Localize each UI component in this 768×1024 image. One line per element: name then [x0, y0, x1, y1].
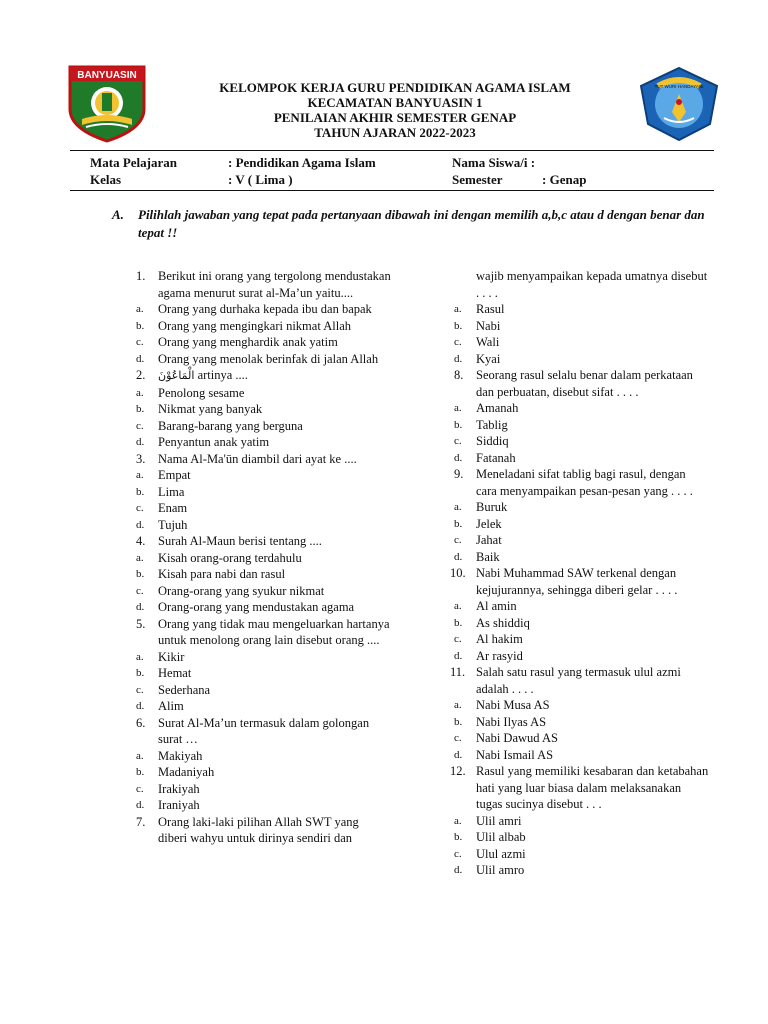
answer-option — [136, 484, 391, 501]
question-12-options — [454, 813, 709, 879]
answer-option — [454, 862, 709, 879]
option-letter: c. — [454, 732, 462, 744]
answer-option — [136, 418, 391, 435]
instruction-text: Pilihlah jawaban yang tepat pada pertanyaan dibawah ini dengan memilih a,b,c atau d dengan benar dan tepat !! — [138, 207, 705, 240]
header-line-4: TAHUN AJARAN 2022-2023 — [314, 125, 476, 140]
question-4-options — [136, 550, 391, 616]
option-letter: b. — [136, 766, 145, 778]
question-2-options — [136, 385, 391, 451]
question-number: 8. — [454, 368, 464, 382]
student-name-label: Nama Siswa/i : — [452, 155, 536, 170]
option-text: Tujuh — [158, 517, 188, 532]
option-text: Kisah para nabi dan rasul — [158, 567, 286, 581]
question-6-options — [136, 748, 391, 814]
question-column-right — [450, 268, 709, 879]
option-text: Orang-orang yang mendustakan agama — [158, 600, 355, 614]
option-letter: a. — [454, 303, 462, 315]
answer-option — [454, 417, 709, 434]
option-text: Penyantun anak yatim — [158, 435, 270, 449]
option-letter: a. — [136, 650, 144, 663]
option-text: Lima — [158, 484, 185, 499]
option-text: Nabi Musa AS — [476, 698, 550, 712]
question-text: Berikut ini orang yang tergolong mendustakan agama menurut surat al-Ma’un yaitu.... — [158, 269, 391, 300]
option-text: Enam — [158, 501, 188, 515]
tut-wuri-handayani-logo — [638, 66, 720, 142]
question-number: 4. — [136, 534, 146, 548]
option-letter: c. — [454, 336, 462, 348]
question-number: 3. — [136, 451, 146, 466]
answer-option — [454, 714, 709, 731]
answer-option — [136, 434, 391, 451]
answer-option — [454, 532, 709, 549]
option-letter: c. — [454, 435, 462, 447]
logo-banyuasin-text: BANYUASIN — [77, 70, 137, 81]
option-letter: d. — [136, 518, 145, 531]
answer-option — [454, 813, 709, 830]
option-letter: a. — [454, 600, 462, 612]
option-letter: d. — [454, 649, 463, 662]
option-letter: d. — [454, 864, 463, 876]
option-letter: c. — [136, 502, 144, 514]
question-text: Surah Al-Maun berisi tentang .... — [158, 534, 322, 548]
question-1-options — [136, 301, 391, 367]
option-letter: b. — [136, 667, 145, 679]
header-line-2: KECAMATAN BANYUASIN 1 — [307, 95, 483, 110]
option-letter: a. — [136, 749, 144, 762]
question-text: Seorang rasul selalu benar dalam perkataan dan perbuatan, disebut sifat . . . . — [476, 368, 693, 399]
answer-option — [454, 747, 709, 764]
header-line-3: PENILAIAN AKHIR SEMESTER GENAP — [273, 110, 517, 125]
option-letter: b. — [454, 616, 463, 629]
option-letter: c. — [454, 534, 462, 546]
answer-option — [136, 467, 391, 484]
question-2 — [136, 367, 391, 385]
answer-option — [136, 566, 391, 583]
answer-option — [454, 846, 709, 863]
answer-option — [454, 730, 709, 747]
answer-option — [454, 400, 709, 417]
question-options-holder — [136, 301, 391, 367]
question-11-options — [454, 697, 709, 763]
answer-option — [136, 583, 391, 600]
question-5-options — [136, 649, 391, 715]
option-text: Orang-orang yang syukur nikmat — [158, 583, 325, 598]
question-4 — [136, 533, 391, 550]
answer-option — [136, 550, 391, 567]
option-text: Orang yang menolak berinfak di jalan Allah — [158, 351, 379, 366]
option-letter: c. — [136, 683, 144, 696]
option-letter: c. — [136, 336, 144, 348]
answer-option — [136, 682, 391, 699]
option-letter: d. — [454, 451, 463, 464]
option-text: Jelek — [476, 516, 502, 531]
option-letter: a. — [454, 501, 462, 513]
option-text: Nabi Ismail AS — [476, 747, 554, 762]
question-9 — [454, 466, 709, 499]
option-text: Wali — [476, 335, 500, 349]
answer-option — [136, 500, 391, 517]
option-letter: d. — [136, 700, 145, 712]
option-letter: a. — [136, 303, 144, 315]
question-6 — [136, 715, 391, 748]
answer-option — [136, 665, 391, 682]
question-8 — [454, 367, 709, 400]
answer-option — [136, 649, 391, 666]
option-text: Madaniyah — [158, 765, 215, 779]
question-10 — [450, 565, 709, 598]
question-number: 5. — [136, 616, 146, 631]
question-number: 12. — [450, 764, 466, 778]
answer-option — [454, 615, 709, 632]
option-text: Orang yang durhaka kepada ibu dan bapak — [158, 302, 372, 316]
option-text: Siddiq — [476, 434, 509, 448]
document-header — [160, 80, 630, 140]
answer-option — [136, 748, 391, 765]
question-options-holder — [136, 649, 391, 715]
option-text: Ulil amri — [476, 813, 522, 828]
option-text: Sederhana — [158, 682, 211, 697]
option-text: Al amin — [476, 599, 517, 613]
option-letter: a. — [454, 699, 462, 711]
option-letter: b. — [454, 831, 463, 843]
question-text: Orang yang tidak mau mengeluarkan hartanya untuk menolong orang lain disebut orang .... — [158, 616, 390, 647]
option-text: Kyai — [476, 351, 501, 366]
answer-option — [136, 318, 391, 335]
question-7-options — [454, 301, 709, 367]
option-text: Orang yang menghardik anak yatim — [158, 335, 338, 349]
question-options-holder — [454, 400, 709, 466]
answer-option — [454, 598, 709, 615]
option-letter: c. — [136, 419, 144, 432]
answer-option — [136, 764, 391, 781]
answer-option — [454, 549, 709, 566]
answer-option — [136, 797, 391, 814]
option-letter: d. — [136, 352, 145, 365]
question-options-holder — [136, 385, 391, 451]
question-12 — [450, 763, 709, 813]
option-letter: b. — [136, 485, 145, 498]
header-line-1: KELOMPOK KERJA GURU PENDIDIKAN AGAMA ISLAM — [219, 80, 571, 95]
question-1 — [136, 268, 391, 301]
option-text: Hemat — [158, 666, 192, 680]
question-text: Rasul yang memiliki kesabaran dan ketabahan hati yang luar biasa dalam melaksanakan tugas sucinya disebut . . . — [476, 764, 709, 811]
question-number: 6. — [136, 715, 146, 730]
option-text: Baik — [476, 549, 500, 564]
question-text-rest: artinya .... — [197, 368, 248, 382]
option-text: Kisah orang-orang terdahulu — [158, 550, 302, 565]
question-11 — [450, 664, 709, 697]
option-text: Nabi — [476, 318, 501, 333]
option-text: Fatanah — [476, 450, 516, 465]
student-info — [90, 154, 710, 188]
option-text: Amanah — [476, 401, 519, 415]
answer-option — [136, 698, 391, 715]
answer-option — [454, 318, 709, 335]
question-7-continuation: wajib menyampaikan kepada umatnya disebut . . . . — [476, 269, 708, 300]
option-letter: c. — [454, 847, 462, 860]
answer-option — [454, 648, 709, 665]
option-text: Kikir — [158, 649, 185, 664]
option-text: Ulul azmi — [476, 846, 526, 861]
option-text: Makiyah — [158, 748, 203, 763]
option-letter: c. — [136, 584, 144, 597]
header-rule-bottom — [70, 190, 714, 191]
question-column-left — [136, 268, 391, 847]
answer-option — [136, 301, 391, 318]
question-arabic-term: الْمَاعُوْنَ — [158, 369, 195, 382]
option-text: Nabi Dawud AS — [476, 731, 558, 745]
option-letter: b. — [136, 403, 145, 415]
option-text: Barang-barang yang berguna — [158, 418, 303, 433]
question-options-holder — [454, 499, 709, 565]
question-options-holder — [454, 697, 709, 763]
question-number: 11. — [450, 665, 466, 679]
answer-option — [136, 517, 391, 534]
question-9-options — [454, 499, 709, 565]
question-5 — [136, 616, 391, 649]
option-text: Orang yang mengingkari nikmat Allah — [158, 318, 352, 333]
question-number: 9. — [454, 467, 464, 481]
answer-option — [454, 334, 709, 351]
option-text: Nabi Ilyas AS — [476, 714, 547, 729]
option-text: Rasul — [476, 302, 505, 316]
answer-option — [454, 631, 709, 648]
answer-option — [136, 351, 391, 368]
option-letter: a. — [454, 814, 462, 827]
question-text: Meneladani sifat tablig bagi rasul, dengan cara menyampaikan pesan-pesan yang . . . . — [476, 467, 693, 498]
option-letter: b. — [136, 319, 145, 332]
question-options-holder — [454, 813, 709, 879]
option-text: Al hakim — [476, 632, 523, 646]
option-text: Buruk — [476, 500, 508, 514]
question-text: Nabi Muhammad SAW terkenal dengan kejujurannya, sehingga diberi gelar . . . . — [476, 566, 678, 597]
answer-option — [136, 599, 391, 616]
option-letter: d. — [454, 352, 463, 365]
option-letter: d. — [454, 748, 463, 761]
option-text: Nikmat yang banyak — [158, 402, 263, 416]
option-letter: b. — [454, 319, 463, 332]
option-letter: a. — [454, 402, 462, 414]
option-letter: d. — [454, 550, 463, 563]
logo-tut-wuri-text: TUT WURI HANDAYANI — [654, 84, 704, 89]
option-letter: d. — [136, 799, 145, 811]
answer-option — [454, 351, 709, 368]
answer-option — [136, 334, 391, 351]
subject-value: : Pendidikan Agama Islam — [228, 155, 376, 170]
answer-option — [454, 301, 709, 318]
answer-option — [454, 516, 709, 533]
option-text: Ulil amro — [476, 863, 525, 877]
option-text: Ar rasyid — [476, 648, 523, 663]
answer-option — [136, 781, 391, 798]
question-number: 2. — [136, 368, 146, 382]
option-letter: c. — [136, 782, 144, 795]
option-letter: b. — [454, 517, 463, 530]
semester-value: : Genap — [542, 172, 587, 187]
semester-label: Semester — [452, 172, 503, 187]
class-label: Kelas — [90, 172, 122, 187]
question-8-options — [454, 400, 709, 466]
answer-option — [454, 697, 709, 714]
answer-option — [136, 385, 391, 402]
question-number: 10. — [450, 566, 466, 580]
option-text: Jahat — [476, 533, 502, 547]
answer-option — [454, 829, 709, 846]
question-options-holder — [136, 748, 391, 814]
question-text — [158, 367, 391, 385]
section-instruction — [112, 206, 732, 242]
option-text: Iraniyah — [158, 798, 200, 812]
question-10-options — [454, 598, 709, 664]
answer-option — [454, 499, 709, 516]
option-letter: a. — [136, 551, 144, 564]
question-text: Surat Al-Ma’un termasuk dalam golongan surat … — [158, 715, 370, 746]
option-text: Empat — [158, 468, 191, 482]
question-7 — [136, 814, 391, 847]
option-text: Irakiyah — [158, 781, 200, 796]
subject-label: Mata Pelajaran — [90, 155, 178, 170]
question-options-holder — [454, 598, 709, 664]
section-letter: A. — [112, 207, 124, 222]
question-3-options — [136, 467, 391, 533]
option-letter: a. — [136, 469, 144, 481]
answer-option — [136, 401, 391, 418]
option-text: Tablig — [476, 417, 508, 432]
question-text: Orang laki-laki pilihan Allah SWT yang diberi wahyu untuk dirinya sendiri dan — [158, 814, 359, 845]
question-text: Salah satu rasul yang termasuk ulul azmi adalah . . . . — [476, 665, 681, 696]
answer-option — [454, 450, 709, 467]
question-options-holder — [136, 550, 391, 616]
banyuasin-logo — [64, 63, 150, 143]
option-letter: b. — [454, 715, 463, 728]
question-options-holder — [136, 467, 391, 533]
question-3 — [136, 451, 391, 468]
option-letter: b. — [136, 568, 145, 580]
option-text: Penolong sesame — [158, 385, 245, 400]
option-letter: c. — [454, 633, 462, 645]
option-letter: a. — [136, 386, 144, 399]
option-letter: d. — [136, 601, 145, 613]
option-text: Alim — [158, 699, 184, 713]
option-letter: d. — [136, 436, 145, 448]
answer-option — [454, 433, 709, 450]
question-text: Nama Al-Ma'ūn diambil dari ayat ke .... — [158, 451, 357, 466]
option-text: As shiddiq — [476, 615, 530, 630]
question-number: 1. — [136, 269, 146, 283]
class-value: : V ( Lima ) — [228, 172, 293, 187]
option-letter: b. — [454, 418, 463, 431]
header-rule-top — [70, 150, 714, 151]
question-number: 7. — [136, 814, 146, 829]
option-text: Ulil albab — [476, 830, 526, 844]
